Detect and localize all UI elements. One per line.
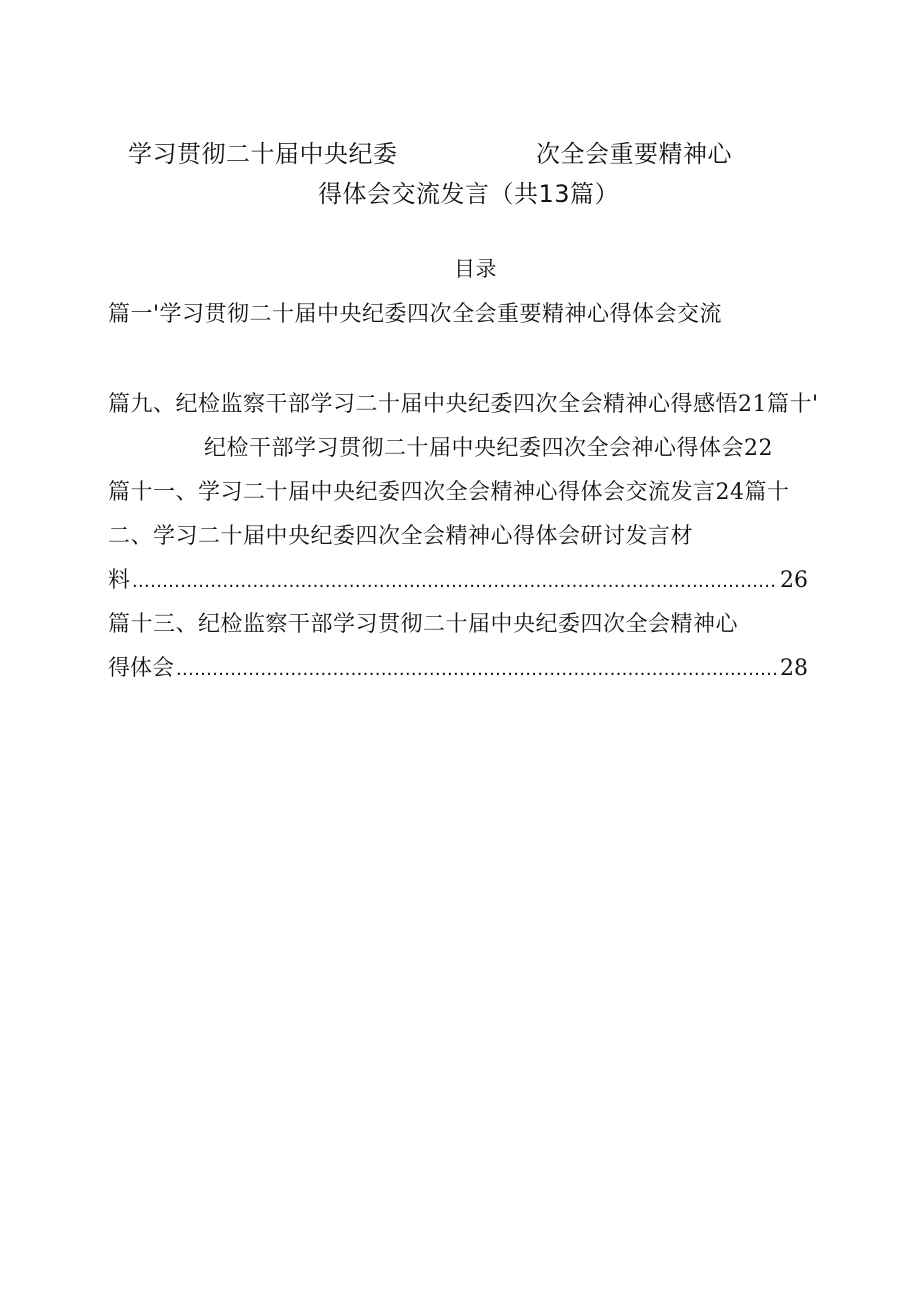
document-title-line-1-continued	[536, 138, 732, 170]
toc-heading-text: 目录	[454, 257, 497, 281]
toc-entry-1[interactable]	[108, 300, 722, 330]
toc-entry-11[interactable]	[108, 478, 790, 508]
title-article-count: 13	[538, 180, 571, 208]
title-line-2-text: 得体会交流发言（共	[318, 180, 539, 208]
toc-entry-9-page: 21	[738, 392, 768, 417]
toc-entry-1-text: 篇一'学习贯彻二十届中央纪委四次全会重要精神心得体会交流	[108, 302, 723, 327]
toc-entry-12[interactable]	[108, 522, 693, 552]
toc-entry-9-text: 篇九、纪检监察干部学习二十届中央纪委四次全会精神心得感悟	[108, 392, 739, 417]
toc-entry-10[interactable]	[204, 434, 773, 464]
toc-entry-10-page: 22	[744, 436, 774, 461]
toc-entry-12-page: 26	[780, 568, 808, 593]
toc-entry-11-text: 篇十一、学习二十届中央纪委四次全会精神心得体会交流发言	[108, 480, 716, 505]
document-title-line-2	[318, 178, 619, 210]
toc-heading	[454, 254, 497, 284]
toc-entry-12-tail: 料	[108, 568, 131, 593]
toc-entry-10-text: 纪检干部学习贯彻二十届中央纪委四次全会神心得体会	[204, 436, 745, 461]
title-part-2: 次全会重要精神心	[536, 140, 732, 168]
dot-leader	[132, 566, 778, 596]
toc-entry-13-text: 篇十三、纪检监察干部学习贯彻二十届中央纪委四次全会精神心	[108, 612, 739, 637]
toc-entry-9[interactable]	[108, 390, 819, 420]
toc-entry-13-leader-row[interactable]	[108, 654, 808, 684]
title-line-2-end: 篇）	[570, 180, 620, 208]
dot-leader	[176, 654, 778, 684]
toc-entry-13-tail: 得体会	[108, 656, 175, 681]
toc-entry-12-leader-row[interactable]	[108, 566, 808, 596]
toc-entry-12-text: 二、学习二十届中央纪委四次全会精神心得体会研讨发言材	[108, 524, 694, 549]
document-title-line-1	[128, 138, 398, 170]
toc-entry-13-page: 28	[780, 656, 808, 681]
toc-entry-11-page: 24	[715, 480, 745, 505]
toc-entry-10-start: 篇十'	[767, 392, 819, 417]
toc-entry-12-start: 篇十	[744, 480, 790, 505]
title-part-1: 学习贯彻二十届中央纪委	[128, 140, 398, 168]
toc-entry-13[interactable]	[108, 610, 738, 640]
